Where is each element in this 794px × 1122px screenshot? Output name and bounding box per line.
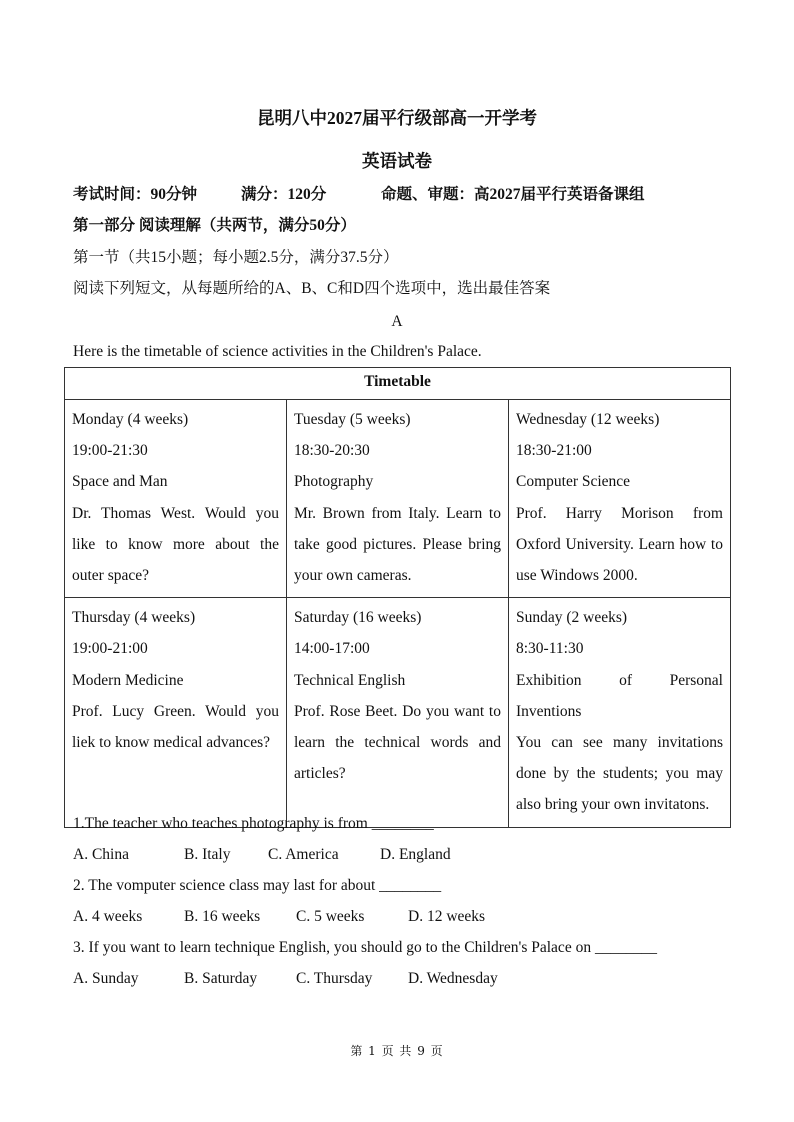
timetable-cell-monday <box>65 400 287 598</box>
section1-heading: 第一节（共15小题；每小题2.5分，满分37.5分） <box>73 249 399 266</box>
cell-day: Sunday (2 weeks) <box>516 609 628 627</box>
exam-subtitle: 英语试卷 <box>362 151 432 171</box>
option-a[interactable]: A. Sunday <box>73 970 139 987</box>
cell-desc: Mr. Brown from Italy. Learn to take good pictures. Please bring your own cameras. <box>294 504 501 584</box>
question-1-stem: 1.The teacher who teaches photography is from ________ <box>73 815 434 832</box>
cell-day: Tuesday (5 weeks) <box>294 411 411 428</box>
cell-course: Photography <box>294 473 374 491</box>
cell-time: 19:00-21:30 <box>72 442 148 460</box>
cell-desc: Prof. Harry Morison from Oxford University. Learn how to use Windows 2000. <box>516 504 723 584</box>
instruction-text: 阅读下列短文，从每题所给的A、B、C和D四个选项中，选出最佳答案 <box>73 280 551 297</box>
timetable-title: Timetable <box>65 368 731 400</box>
option-c[interactable]: C. 5 weeks <box>296 908 365 925</box>
timetable-cell-thursday <box>65 598 287 827</box>
option-d[interactable]: D. England <box>380 846 451 863</box>
cell-desc: Prof. Lucy Green. Would you liek to know medical advances? <box>72 702 279 751</box>
cell-day: Saturday (16 weeks) <box>294 609 422 627</box>
cell-day: Thursday (4 weeks) <box>72 609 196 627</box>
cell-desc: Prof. Rose Beet. Do you want to learn the technical words and articles? <box>294 702 501 783</box>
cell-day: Wednesday (12 weeks) <box>516 411 660 428</box>
cell-course: Computer Science <box>516 473 631 491</box>
page-footer: 第 1 页 共 9 页 <box>350 1044 444 1058</box>
option-b[interactable]: B. Italy <box>184 846 231 863</box>
cell-desc: You can see many invitations done by the students; you may also bring your own invitatons. <box>516 733 723 814</box>
passage-letter: A <box>391 313 403 330</box>
setter-info: 命题、审题：高2027届平行英语备课组 <box>381 186 645 203</box>
cell-course: Modern Medicine <box>72 671 184 689</box>
cell-course: Technical English <box>294 671 406 689</box>
passage-intro: Here is the timetable of science activities in the Children's Palace. <box>73 343 482 360</box>
timetable-row <box>65 598 731 827</box>
timetable-cell-saturday <box>287 598 509 827</box>
option-b[interactable]: B. 16 weeks <box>184 908 261 925</box>
exam-time: 考试时间：90分钟 <box>73 186 198 203</box>
cell-desc: Dr. Thomas West. Would you like to know more about the outer space? <box>72 504 279 584</box>
timetable-cell-wednesday <box>509 400 731 598</box>
full-score: 满分：120分 <box>241 186 327 203</box>
cell-course: Space and Man <box>72 473 168 491</box>
timetable-cell-sunday <box>509 598 731 827</box>
cell-day: Monday (4 weeks) <box>72 411 189 428</box>
question-2-stem: 2. The vomputer science class may last for about ________ <box>73 877 442 894</box>
timetable <box>64 367 731 828</box>
exam-title: 昆明八中2027届平行级部高一开学考 <box>257 108 537 128</box>
question-3-options <box>73 969 498 989</box>
option-b[interactable]: B. Saturday <box>184 970 258 987</box>
option-d[interactable]: D. Wednesday <box>408 970 498 987</box>
cell-time: 14:00-17:00 <box>294 640 370 658</box>
question-1-options <box>73 845 451 865</box>
option-c[interactable]: C. Thursday <box>296 970 373 987</box>
question-3-stem: 3. If you want to learn technique English, you should go to the Children's Palace on ________ <box>73 939 657 956</box>
option-a[interactable]: A. China <box>73 846 129 863</box>
part1-heading: 第一部分 阅读理解（共两节，满分50分） <box>73 217 356 234</box>
question-2-options <box>73 907 485 927</box>
exam-meta <box>73 185 645 205</box>
cell-time: 18:30-21:00 <box>516 442 592 460</box>
option-c[interactable]: C. America <box>268 846 339 863</box>
option-a[interactable]: A. 4 weeks <box>73 908 143 925</box>
cell-time: 8:30-11:30 <box>516 640 584 658</box>
cell-time: 19:00-21:00 <box>72 640 148 658</box>
option-d[interactable]: D. 12 weeks <box>408 908 486 925</box>
cell-time: 18:30-20:30 <box>294 442 370 460</box>
timetable-cell-tuesday <box>287 400 509 598</box>
cell-course: Exhibition of Personal Inventions <box>516 671 723 720</box>
timetable-row <box>65 400 731 598</box>
